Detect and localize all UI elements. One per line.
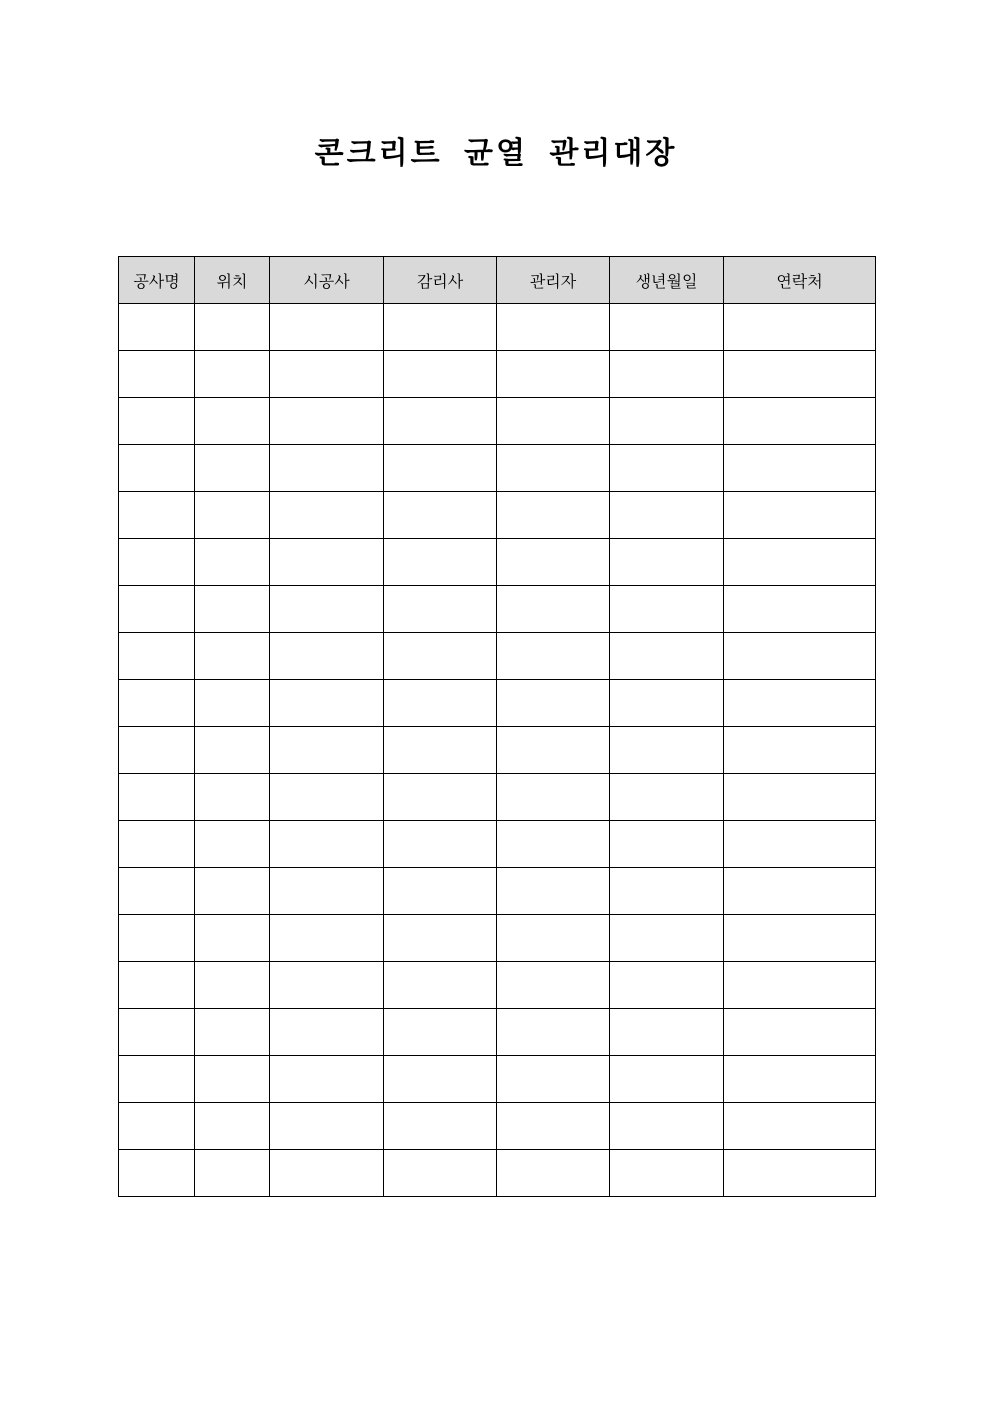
table-cell[interactable] <box>270 821 384 868</box>
table-cell[interactable] <box>270 398 384 445</box>
table-cell[interactable] <box>270 633 384 680</box>
table-cell[interactable] <box>610 1009 724 1056</box>
table-cell[interactable] <box>497 445 610 492</box>
table-cell[interactable] <box>195 445 270 492</box>
table-cell[interactable] <box>384 915 497 962</box>
table-cell[interactable] <box>384 1056 497 1103</box>
table-cell[interactable] <box>610 962 724 1009</box>
header-row <box>119 257 876 304</box>
table-cell[interactable] <box>610 821 724 868</box>
table-cell[interactable] <box>195 727 270 774</box>
table-cell[interactable] <box>724 915 876 962</box>
table-cell[interactable] <box>270 727 384 774</box>
table-cell[interactable] <box>610 915 724 962</box>
table-cell[interactable] <box>195 680 270 727</box>
table-cell[interactable] <box>497 1150 610 1197</box>
table-body <box>119 304 876 1197</box>
table-row <box>119 1103 876 1150</box>
table-cell[interactable] <box>119 351 195 398</box>
table-cell[interactable] <box>497 915 610 962</box>
table-cell[interactable] <box>384 539 497 586</box>
table-cell[interactable] <box>610 586 724 633</box>
table-cell[interactable] <box>724 821 876 868</box>
table-row <box>119 304 876 351</box>
table-cell[interactable] <box>384 1009 497 1056</box>
table-cell[interactable] <box>270 1009 384 1056</box>
table-cell[interactable] <box>195 1103 270 1150</box>
table-cell[interactable] <box>119 445 195 492</box>
column-header-project-name: 공사명 <box>119 257 195 304</box>
page-title: 콘크리트 균열 관리대장 <box>314 136 678 171</box>
table-cell[interactable] <box>610 868 724 915</box>
table-cell[interactable] <box>724 1150 876 1197</box>
table-cell[interactable] <box>119 1056 195 1103</box>
table-row <box>119 398 876 445</box>
table-cell[interactable] <box>497 1056 610 1103</box>
table-cell[interactable] <box>270 586 384 633</box>
table-cell[interactable] <box>724 492 876 539</box>
table-cell[interactable] <box>724 445 876 492</box>
table-cell[interactable] <box>497 1009 610 1056</box>
table-cell[interactable] <box>195 1150 270 1197</box>
table-cell[interactable] <box>724 633 876 680</box>
table-row <box>119 633 876 680</box>
table-cell[interactable] <box>610 1150 724 1197</box>
table-cell[interactable] <box>610 492 724 539</box>
table-cell[interactable] <box>119 1009 195 1056</box>
table-cell[interactable] <box>119 868 195 915</box>
table-row <box>119 915 876 962</box>
table-cell[interactable] <box>270 1056 384 1103</box>
table-row <box>119 774 876 821</box>
table-cell[interactable] <box>270 1103 384 1150</box>
table-cell[interactable] <box>119 774 195 821</box>
table-row <box>119 821 876 868</box>
table-row <box>119 1056 876 1103</box>
table-cell[interactable] <box>724 774 876 821</box>
table-cell[interactable] <box>119 304 195 351</box>
table-cell[interactable] <box>195 915 270 962</box>
table-cell[interactable] <box>497 398 610 445</box>
table-cell[interactable] <box>724 539 876 586</box>
column-header-manager: 관리자 <box>497 257 610 304</box>
table-cell[interactable] <box>724 398 876 445</box>
table-cell[interactable] <box>497 633 610 680</box>
table-cell[interactable] <box>724 1056 876 1103</box>
table-cell[interactable] <box>270 304 384 351</box>
table-cell[interactable] <box>270 774 384 821</box>
table-cell[interactable] <box>497 962 610 1009</box>
table-cell[interactable] <box>610 398 724 445</box>
table-cell[interactable] <box>610 633 724 680</box>
table-cell[interactable] <box>384 586 497 633</box>
table-cell[interactable] <box>195 398 270 445</box>
table-row <box>119 727 876 774</box>
table-cell[interactable] <box>119 539 195 586</box>
table-cell[interactable] <box>270 1150 384 1197</box>
table-cell[interactable] <box>119 821 195 868</box>
table-cell[interactable] <box>270 492 384 539</box>
table-cell[interactable] <box>195 492 270 539</box>
table-cell[interactable] <box>497 539 610 586</box>
table-cell[interactable] <box>119 1103 195 1150</box>
table-cell[interactable] <box>195 962 270 1009</box>
table-cell[interactable] <box>610 727 724 774</box>
table-cell[interactable] <box>610 445 724 492</box>
table-cell[interactable] <box>119 915 195 962</box>
table-cell[interactable] <box>195 539 270 586</box>
table-cell[interactable] <box>384 1150 497 1197</box>
table-cell[interactable] <box>195 774 270 821</box>
table-cell[interactable] <box>270 539 384 586</box>
table-cell[interactable] <box>384 633 497 680</box>
table-row <box>119 680 876 727</box>
table-cell[interactable] <box>119 727 195 774</box>
table-cell[interactable] <box>384 492 497 539</box>
table-cell[interactable] <box>384 680 497 727</box>
column-header-contact: 연락처 <box>724 257 876 304</box>
column-header-supervisor: 감리사 <box>384 257 497 304</box>
table-cell[interactable] <box>384 351 497 398</box>
table-cell[interactable] <box>195 821 270 868</box>
column-header-contractor: 시공사 <box>270 257 384 304</box>
table-cell[interactable] <box>497 304 610 351</box>
table-cell[interactable] <box>610 539 724 586</box>
column-header-birth-date: 생년월일 <box>610 257 724 304</box>
table-cell[interactable] <box>384 445 497 492</box>
table-cell[interactable] <box>119 1150 195 1197</box>
table-cell[interactable] <box>119 962 195 1009</box>
table-cell[interactable] <box>497 821 610 868</box>
table-cell[interactable] <box>270 962 384 1009</box>
table-cell[interactable] <box>119 633 195 680</box>
table-cell[interactable] <box>195 1056 270 1103</box>
table-cell[interactable] <box>270 351 384 398</box>
table-cell[interactable] <box>724 727 876 774</box>
table-cell[interactable] <box>724 1009 876 1056</box>
table-cell[interactable] <box>384 774 497 821</box>
table-cell[interactable] <box>724 868 876 915</box>
table-cell[interactable] <box>195 351 270 398</box>
table-cell[interactable] <box>497 586 610 633</box>
table-cell[interactable] <box>724 1103 876 1150</box>
table-row <box>119 1009 876 1056</box>
table-cell[interactable] <box>610 351 724 398</box>
table-cell[interactable] <box>497 680 610 727</box>
table-cell[interactable] <box>195 868 270 915</box>
table-cell[interactable] <box>384 304 497 351</box>
table-cell[interactable] <box>610 1056 724 1103</box>
table-row <box>119 586 876 633</box>
table-cell[interactable] <box>119 680 195 727</box>
table-cell[interactable] <box>119 398 195 445</box>
table-cell[interactable] <box>610 774 724 821</box>
table-cell[interactable] <box>270 868 384 915</box>
table-cell[interactable] <box>384 868 497 915</box>
table-cell[interactable] <box>610 304 724 351</box>
table-cell[interactable] <box>724 351 876 398</box>
table-cell[interactable] <box>724 304 876 351</box>
table-cell[interactable] <box>724 680 876 727</box>
table-cell[interactable] <box>384 821 497 868</box>
table-cell[interactable] <box>195 633 270 680</box>
table-cell[interactable] <box>195 304 270 351</box>
table-cell[interactable] <box>195 586 270 633</box>
table-cell[interactable] <box>384 727 497 774</box>
table-cell[interactable] <box>119 586 195 633</box>
table-cell[interactable] <box>610 1103 724 1150</box>
table-row <box>119 962 876 1009</box>
table-cell[interactable] <box>195 1009 270 1056</box>
table-cell[interactable] <box>119 492 195 539</box>
table-cell[interactable] <box>497 727 610 774</box>
table-cell[interactable] <box>610 680 724 727</box>
table-cell[interactable] <box>384 1103 497 1150</box>
table-cell[interactable] <box>724 586 876 633</box>
column-header-location: 위치 <box>195 257 270 304</box>
table-cell[interactable] <box>384 398 497 445</box>
table-cell[interactable] <box>384 962 497 1009</box>
table-cell[interactable] <box>270 445 384 492</box>
table-cell[interactable] <box>497 774 610 821</box>
table-cell[interactable] <box>270 680 384 727</box>
table-cell[interactable] <box>497 868 610 915</box>
table-row <box>119 351 876 398</box>
table-cell[interactable] <box>270 915 384 962</box>
table-row <box>119 445 876 492</box>
table-row <box>119 868 876 915</box>
table-cell[interactable] <box>497 351 610 398</box>
crack-ledger-table <box>118 256 876 1197</box>
table-cell[interactable] <box>497 492 610 539</box>
table-row <box>119 1150 876 1197</box>
table-row <box>119 492 876 539</box>
table-row <box>119 539 876 586</box>
table-cell[interactable] <box>497 1103 610 1150</box>
table-cell[interactable] <box>724 962 876 1009</box>
